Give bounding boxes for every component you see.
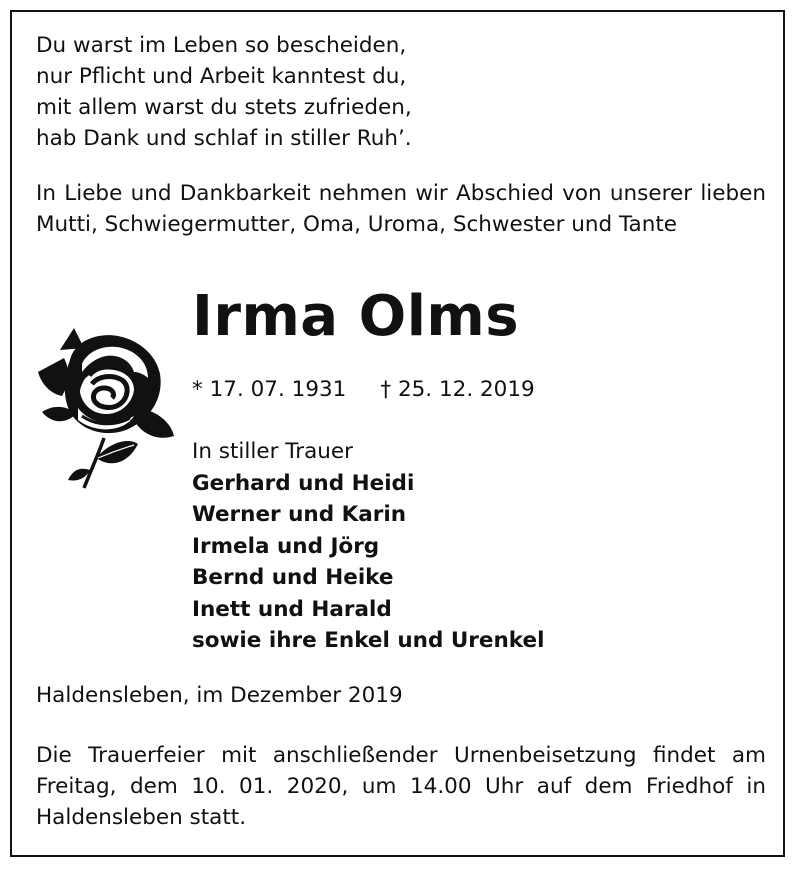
- mourner-entry: Werner und Karin: [192, 502, 407, 527]
- mourner-entry: Gerhard und Heidi: [192, 470, 415, 496]
- funeral-service-notice: Die Trauerfeier mit anschließender Urnenbeisetzung findet am Freitag, dem 10. 01. 2020, um 14.00 Uhr auf dem Friedhof in Haldensleben statt.: [36, 743, 766, 830]
- place-and-date: Haldensleben, im Dezember 2019: [36, 683, 403, 708]
- mourner-entry: Inett und Harald: [192, 596, 392, 622]
- death-date: † 25. 12. 2019: [380, 377, 535, 402]
- birth-date: * 17. 07. 1931: [192, 377, 347, 402]
- rose-icon: [34, 320, 176, 492]
- mourner-entry: Bernd und Heike: [192, 565, 394, 590]
- poem-line: nur Pflicht und Arbeit kanntest du,: [36, 64, 407, 89]
- poem-line: mit allem warst du stets zufrieden,: [36, 95, 412, 120]
- mourners-heading: In stiller Trauer: [192, 439, 353, 464]
- deceased-name: Irma Olms: [192, 284, 520, 349]
- mourner-entry: Irmela und Jörg: [192, 533, 380, 559]
- farewell-intro: In Liebe und Dankbarkeit nehmen wir Abschied von unserer lieben Mutti, Schwiegermutter, Oma, Uroma, Schwester und Tante: [36, 181, 766, 237]
- poem-line: hab Dank und schlaf in stiller Ruh’.: [36, 126, 412, 151]
- mourners-block: [192, 436, 544, 657]
- poem: [36, 30, 412, 154]
- mourner-entry: sowie ihre Enkel und Urenkel: [192, 628, 545, 653]
- life-dates: [192, 374, 535, 405]
- poem-line: Du warst im Leben so bescheiden,: [36, 33, 407, 58]
